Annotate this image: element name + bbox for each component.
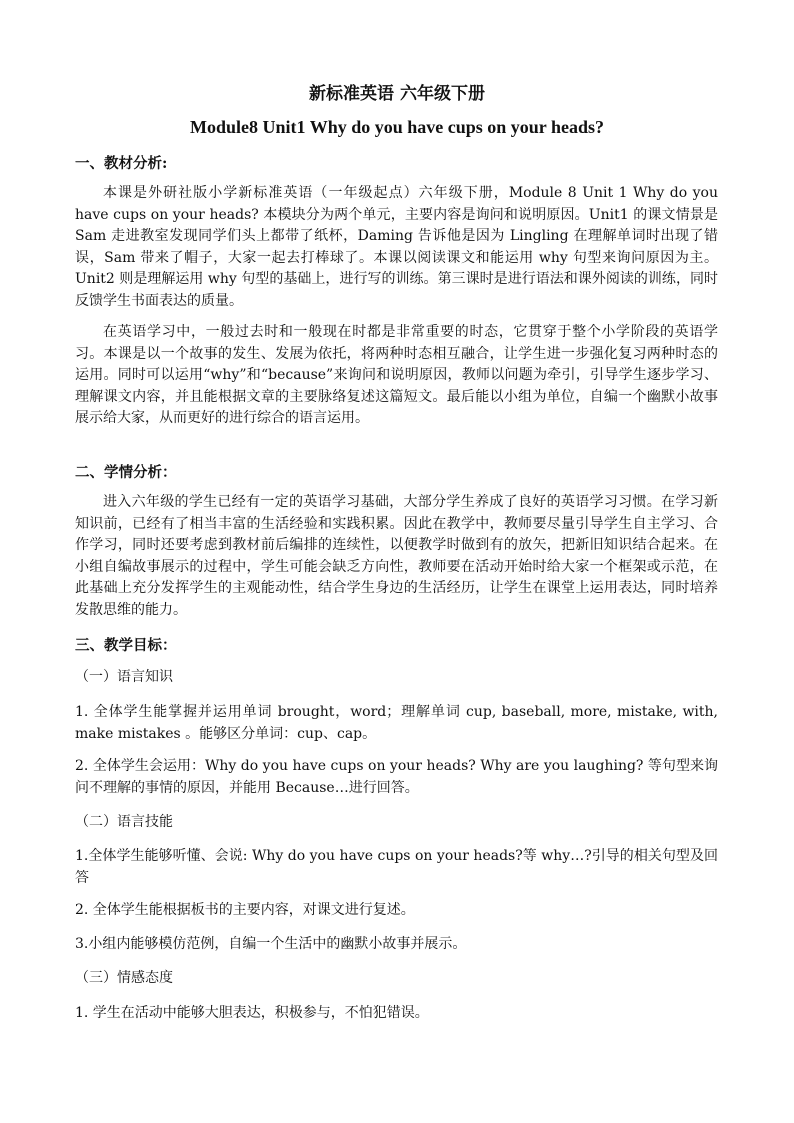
subheading-language-skills: （二）语言技能 (75, 814, 173, 830)
list-item-attitude-1: 1. 学生在活动中能够大胆表达，积极参与，不怕犯错误。 (75, 1005, 429, 1021)
list-item-skill-3: 3.小组内能够模仿范例，自编一个生活中的幽默小故事并展示。 (75, 936, 467, 952)
section-heading-textbook-analysis: 一、教材分析: (75, 155, 168, 172)
list-item-skill-2: 2. 全体学生能根据板书的主要内容，对课文进行复述。 (75, 902, 415, 918)
subheading-language-knowledge: （一）语言知识 (75, 669, 173, 685)
list-item-skill-1: 1.全体学生能够听懂、会说: Why do you have cups on your heads?等 why…?引导的相关句型及回答 (75, 848, 718, 886)
paragraph-textbook-analysis-2: 在英语学习中，一般过去时和一般现在时都是非常重要的时态，它贯穿于整个小学阶段的英语学习。本课是以一个故事的发生、发展为依托，将两种时态相互融合，让学生进一步强化复习两种时态的运用。同时可以运用“why”和“because”来询问和说明原因，教师以问题为牵引，引导学生逐步学习、理解课文内容，并且能根据文章的主要脉络复述这篇短文。最后能以小组为单位，自编一个幽默小故事展示给大家，从而更好的进行综合的语言运用。 (75, 324, 718, 426)
lesson-title: Module8 Unit1 Why do you have cups on your heads? (190, 117, 604, 137)
document-title: 新标准英语 六年级下册 (309, 84, 485, 104)
section-heading-teaching-goals: 三、教学目标： (75, 637, 177, 654)
paragraph-textbook-analysis-1: 本课是外研社版小学新标准英语（一年级起点）六年级下册，Module 8 Unit 1 Why do you have cups on your heads? 本模块分为两个单元，主要内容是询问和说明原因。Unit1 的课文情景是 Sam 走进教室发现同学们头上都带了纸杯，Daming 告诉他是因为 Lingling 在理解单词时出现了错误，Sam 带来了帽子，大家一起去打棒球了。本课以阅读课文和能运用 why 句型来询问原因为主。Unit2 则是理解运用 why 句型的基础上，进行写的训练。第三课时是进行语法和课外阅读的训练，同时反馈学生书面表达的质量。 (75, 185, 718, 309)
paragraph-student-analysis: 进入六年级的学生已经有一定的英语学习基础，大部分学生养成了良好的英语学习习惯。在学习新知识前，已经有了相当丰富的生活经验和实践积累。因此在教学中，教师要尽量引导学生自主学习、合作学习，同时还要考虑到教材前后编排的连续性，以便教学时做到有的放矢，把新旧知识结合起来。在小组自编故事展示的过程中，学生可能会缺乏方向性，教师要在活动开始时给大家一个框架或示范，在此基础上充分发挥学生的主观能动性，结合学生身边的生活经历，让学生在课堂上运用表达，同时培养发散思维的能力。 (75, 494, 718, 618)
section-heading-student-analysis: 二、学情分析： (75, 464, 177, 481)
list-item-goal-2: 2. 全体学生会运用：Why do you have cups on your heads? Why are you laughing? 等句型来询问不理解的事情的原因，并能用 Because…进行回答。 (75, 758, 718, 796)
subheading-emotional-attitude: （三）情感态度 (75, 970, 173, 986)
list-item-goal-1: 1. 全体学生能掌握并运用单词 brought，word；理解单词 cup, baseball, more, mistake, with, make mistakes 。能够区分单词：cup、cap。 (75, 704, 718, 742)
